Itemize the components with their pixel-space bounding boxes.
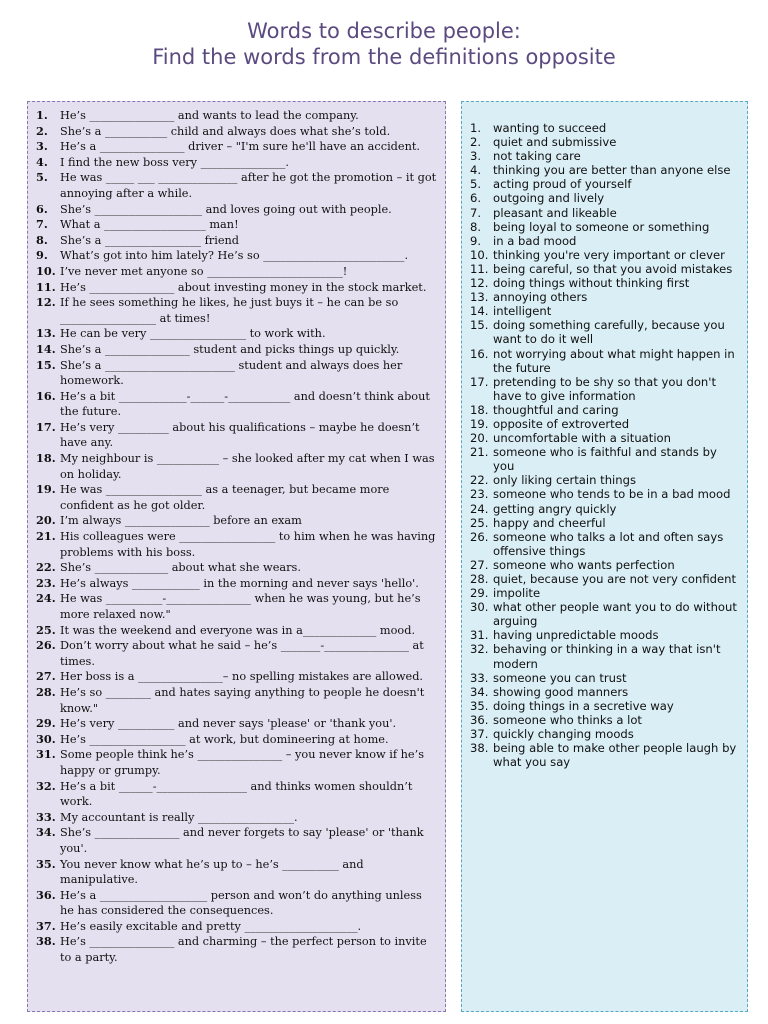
sentence-item-number: 22.: [36, 560, 56, 575]
sentence-item: [36, 623, 438, 639]
sentence-item: [36, 934, 438, 965]
sentence-item-number: 36.: [36, 887, 56, 902]
sentence-item: [36, 685, 438, 716]
definition-item-text: wanting to succeed: [493, 121, 607, 135]
definition-item-number: 35.: [470, 698, 489, 713]
definition-item: [470, 163, 738, 177]
definition-item: [470, 671, 738, 685]
sentence-item: [36, 202, 438, 218]
sentence-item-number: 26.: [36, 638, 56, 653]
definition-item-text: doing things in a secretive way: [493, 698, 674, 713]
sentence-item-number: 13.: [36, 326, 56, 341]
sentence-item: [36, 326, 438, 342]
definition-item: [470, 530, 738, 558]
definition-item: [470, 248, 738, 262]
definition-item-text: not taking care: [493, 149, 581, 164]
definition-item-text: pretending to be shy so that you don't have to give information: [493, 374, 717, 403]
definition-item-number: 1.: [470, 121, 482, 135]
definition-item-text: someone who wants perfection: [493, 557, 675, 572]
definition-item-number: 16.: [470, 346, 489, 361]
title-line-2: Find the words from the definitions opposite: [152, 45, 616, 69]
definition-item-number: 17.: [470, 374, 489, 389]
definition-item-text: quiet, because you are not very confident: [493, 572, 737, 586]
sentence-item-text: Her boss is a _______________– no spelling mistakes are allowed.: [60, 670, 424, 684]
sentence-item: [36, 747, 438, 778]
definition-item-text: being loyal to someone or something: [493, 219, 710, 234]
sentence-item: [36, 888, 438, 919]
definition-item-text: someone who thinks a lot: [493, 712, 642, 727]
definition-item-text: in a bad mood: [493, 233, 577, 248]
definition-item: [470, 347, 738, 375]
sentence-item-number: 34.: [36, 825, 56, 840]
sentence-item-number: 7.: [36, 217, 48, 232]
definition-item-number: 29.: [470, 586, 489, 601]
sentence-item-number: 10.: [36, 263, 56, 278]
sentence-item: [36, 779, 438, 810]
sentence-item-text: He’s a _______________ driver – "I'm sure he'll have an accident.: [60, 140, 420, 154]
definition-item-text: thinking you're very important or clever: [493, 247, 725, 262]
definition-item-text: having unpredictable moods: [493, 628, 659, 643]
sentence-item-number: 11.: [36, 279, 56, 294]
sentence-item-text: She’s a _________________ friend: [60, 233, 240, 247]
sentence-item: [36, 716, 438, 732]
sentence-item: [36, 420, 438, 451]
sentence-item-text: He’s a ___________________ person and won’t do anything unless he has considered the consequences.: [60, 888, 422, 918]
sentence-item-text: He was _____ ___ ______________ after he got the promotion – it got annoying after a while.: [60, 171, 437, 200]
sentence-item: [36, 124, 438, 140]
definition-item-text: impolite: [493, 586, 541, 601]
definition-item-number: 11.: [470, 261, 489, 276]
sentence-item-number: 4.: [36, 154, 48, 169]
definition-item: [470, 516, 738, 530]
definition-item-number: 8.: [470, 219, 482, 234]
sentences-list: [36, 108, 438, 966]
definition-item: [470, 220, 738, 234]
definition-item-number: 5.: [470, 177, 482, 192]
sentence-item: [36, 280, 438, 296]
definition-item: [470, 276, 738, 290]
definition-item: [470, 318, 738, 346]
definition-item: [470, 473, 738, 487]
sentence-item-text: I’m always _______________ before an exam: [60, 514, 302, 528]
sentence-item-number: 21.: [36, 529, 56, 544]
definition-item-number: 6.: [470, 191, 482, 206]
sentence-item-number: 30.: [36, 731, 56, 746]
definition-item: [470, 375, 738, 403]
sentence-item-number: 32.: [36, 778, 56, 793]
definition-item: [470, 403, 738, 417]
definition-item-number: 3.: [470, 149, 482, 164]
sentence-item-number: 9.: [36, 248, 48, 263]
definition-item-number: 37.: [470, 727, 489, 742]
sentence-item-text: He’s so ________ and hates saying anything to people he doesn't know.": [60, 685, 425, 715]
sentence-item-text: She’s _______________ and never forgets to say 'please' or 'thank you'.: [60, 826, 424, 855]
sentence-item-text: She’s ___________________ and loves going out with people.: [60, 202, 392, 216]
sentence-item-number: 5.: [36, 170, 48, 185]
sentence-item: [36, 170, 438, 201]
sentence-item-number: 25.: [36, 622, 56, 637]
sentence-item-text: I find the new boss very _______________.: [60, 155, 289, 169]
sentence-item-number: 8.: [36, 232, 48, 247]
definition-item: [470, 135, 738, 149]
sentence-item-text: What’s got into him lately? He’s so _________________________.: [60, 249, 409, 263]
sentence-item-number: 33.: [36, 809, 56, 824]
sentence-item-text: He was _________________ as a teenager, but became more confident as he got older.: [60, 483, 390, 512]
definition-item-number: 22.: [470, 473, 489, 488]
sentence-item-text: She’s a ___________ child and always does what she’s told.: [60, 124, 391, 138]
sentence-item-text: It was the weekend and everyone was in a_____________ mood.: [60, 623, 416, 637]
sentence-item: [36, 513, 438, 529]
definition-item-text: quiet and submissive: [493, 135, 617, 150]
sentence-item-number: 27.: [36, 669, 56, 684]
sentence-item: [36, 155, 438, 171]
definition-item: [470, 191, 738, 205]
definition-item-text: someone who is faithful and stands by you: [493, 445, 717, 474]
sentence-item-text: He’s easily excitable and pretty ____________________.: [60, 919, 362, 933]
definition-item: [470, 642, 738, 670]
definition-item: [470, 572, 738, 586]
definition-item-text: thoughtful and caring: [493, 402, 619, 417]
sentence-item-text: My neighbour is ___________ – she looked after my cat when I was on holiday.: [60, 452, 435, 481]
sentence-item-text: He’s always ____________ in the morning and never says 'hello'.: [60, 576, 419, 590]
sentence-item-number: 19.: [36, 482, 56, 497]
definition-item-number: 31.: [470, 628, 489, 643]
sentence-item-text: My accountant is really _________________.: [60, 810, 298, 824]
definition-item: [470, 431, 738, 445]
definition-item-text: showing good manners: [493, 684, 629, 699]
definition-item-number: 9.: [470, 233, 482, 248]
sentence-item-text: He’s very _________ about his qualifications – maybe he doesn’t have any.: [60, 420, 420, 450]
sentence-item-text: He’s a bit ______-________________ and thinks women shouldn’t work.: [60, 779, 413, 809]
definition-item: [470, 121, 738, 135]
title-line-1: Words to describe people:: [247, 19, 521, 43]
definition-item-text: outgoing and lively: [493, 191, 605, 206]
definition-item-number: 15.: [470, 318, 489, 333]
sentence-item-text: He can be very _________________ to work with.: [60, 327, 326, 341]
definition-item: [470, 586, 738, 600]
definition-item-text: not worrying about what might happen in the future: [493, 346, 735, 375]
definition-item: [470, 304, 738, 318]
definition-item-text: acting proud of yourself: [493, 177, 632, 192]
sentence-item-number: 15.: [36, 357, 56, 372]
sentence-item-number: 3.: [36, 139, 48, 154]
definition-item: [470, 290, 738, 304]
definition-item-text: opposite of extroverted: [493, 416, 630, 431]
definition-item-number: 14.: [470, 304, 489, 319]
definition-item: [470, 177, 738, 191]
sentence-item: [36, 576, 438, 592]
sentence-item-text: If he sees something he likes, he just buys it – he can be so _________________ at times!: [60, 296, 399, 325]
definition-item: [470, 713, 738, 727]
definition-item-text: being careful, so that you avoid mistakes: [493, 261, 733, 276]
definition-item-number: 2.: [470, 135, 482, 150]
definition-item-number: 24.: [470, 501, 489, 516]
definition-item-number: 13.: [470, 290, 489, 305]
sentence-item-text: She’s a _______________________ student and always does her homework.: [60, 358, 403, 388]
sentence-item-number: 23.: [36, 575, 56, 590]
definition-item: [470, 600, 738, 628]
sentence-item: [36, 732, 438, 748]
sentence-item: [36, 295, 438, 326]
definition-item-text: someone you can trust: [493, 670, 627, 685]
definition-item-text: what other people want you to do without arguing: [493, 600, 737, 629]
sentence-item-number: 20.: [36, 513, 56, 528]
sentence-item-text: His colleagues were _________________ to him when he was having problems with his boss.: [60, 530, 436, 559]
sentence-item: [36, 825, 438, 856]
definition-item: [470, 502, 738, 516]
definition-item-text: someone who tends to be in a bad mood: [493, 487, 731, 502]
sentence-item: [36, 342, 438, 358]
sentence-item: [36, 560, 438, 576]
sentence-item-text: He was __________-_______________ when he was young, but he’s more relaxed now.": [60, 592, 421, 621]
definition-item-number: 7.: [470, 205, 482, 220]
sentence-item: [36, 919, 438, 935]
sentence-item-text: He’s _______________ and wants to lead the company.: [60, 109, 359, 122]
sentence-item-number: 17.: [36, 419, 56, 434]
definition-item-number: 36.: [470, 712, 489, 727]
sentence-item-text: She’s _____________ about what she wears.: [60, 561, 301, 575]
sentence-item-text: He’s _______________ about investing money in the stock market.: [60, 280, 427, 294]
sentence-item: [36, 669, 438, 685]
definition-item-text: getting angry quickly: [493, 501, 617, 516]
sentence-item: [36, 451, 438, 482]
definition-item-number: 18.: [470, 402, 489, 417]
definition-item: [470, 741, 738, 769]
definition-item-number: 10.: [470, 247, 489, 262]
sentence-item: [36, 248, 438, 264]
definition-item-text: doing things without thinking first: [493, 276, 690, 291]
definition-item-number: 23.: [470, 487, 489, 502]
definition-item-text: behaving or thinking in a way that isn't modern: [493, 642, 721, 671]
definition-item: [470, 206, 738, 220]
sentence-item-text: He’s _________________ at work, but domineering at home.: [60, 732, 389, 746]
definition-item-number: 38.: [470, 741, 489, 756]
sentence-item: [36, 139, 438, 155]
sentence-item-number: 28.: [36, 684, 56, 699]
definition-item-number: 30.: [470, 600, 489, 615]
sentence-item-number: 35.: [36, 856, 56, 871]
definition-item-number: 20.: [470, 431, 489, 446]
definition-item: [470, 727, 738, 741]
sentence-item-number: 16.: [36, 388, 56, 403]
definition-item-text: uncomfortable with a situation: [493, 431, 671, 446]
definition-item-number: 28.: [470, 572, 489, 586]
sentence-item: [36, 217, 438, 233]
sentence-item: [36, 264, 438, 280]
sentence-item-number: 2.: [36, 123, 48, 138]
sentence-item-number: 12.: [36, 295, 56, 310]
definition-item: [470, 685, 738, 699]
sentence-item-number: 1.: [36, 108, 48, 122]
sentence-item: [36, 529, 438, 560]
definition-item-text: happy and cheerful: [493, 515, 606, 530]
sentence-item-number: 38.: [36, 934, 56, 949]
definition-item-text: pleasant and likeable: [493, 205, 617, 220]
sentence-item-text: I’ve never met anyone so ________________________!: [60, 264, 348, 278]
definition-item-number: 33.: [470, 670, 489, 685]
sentence-item-number: 24.: [36, 591, 56, 606]
sentence-item: [36, 389, 438, 420]
sentence-item-number: 14.: [36, 341, 56, 356]
definition-item-number: 27.: [470, 557, 489, 572]
sentence-item-text: She’s a _______________ student and picks things up quickly.: [60, 342, 400, 356]
definitions-list: [470, 121, 738, 769]
sentence-item-number: 6.: [36, 201, 48, 216]
sentence-item-text: You never know what he’s up to – he’s __________ and manipulative.: [60, 857, 364, 887]
sentence-item: [36, 482, 438, 513]
definition-item: [470, 262, 738, 276]
sentence-item: [36, 108, 438, 124]
definition-item-number: 4.: [470, 163, 482, 178]
sentence-item: [36, 638, 438, 669]
definition-item-number: 26.: [470, 529, 489, 544]
definition-item: [470, 558, 738, 572]
definition-item-text: being able to make other people laugh by what you say: [493, 741, 737, 770]
definition-item-text: only liking certain things: [493, 473, 637, 488]
definition-item-number: 25.: [470, 515, 489, 530]
definition-item: [470, 417, 738, 431]
definition-item: [470, 445, 738, 473]
definition-item: [470, 487, 738, 501]
definition-item-text: thinking you are better than anyone else: [493, 163, 731, 178]
sentence-item-number: 29.: [36, 716, 56, 731]
definition-item-number: 21.: [470, 445, 489, 460]
definition-item-number: 12.: [470, 276, 489, 291]
definition-item-text: doing something carefully, because you want to do it well: [493, 318, 725, 347]
sentence-item: [36, 810, 438, 826]
sentence-item-text: He’s very __________ and never says 'please' or 'thank you'.: [60, 717, 397, 731]
sentence-item: [36, 857, 438, 888]
definition-item: [470, 234, 738, 248]
definition-item: [470, 149, 738, 163]
definition-item-number: 34.: [470, 684, 489, 699]
page-title: [0, 18, 768, 70]
definition-item-text: intelligent: [493, 304, 552, 319]
sentence-item-number: 18.: [36, 451, 56, 466]
sentence-item: [36, 591, 438, 622]
sentence-item-number: 37.: [36, 918, 56, 933]
sentence-item: [36, 233, 438, 249]
sentence-item: [36, 358, 438, 389]
sentence-item-text: Don’t worry about what he said – he’s _______-_______________ at times.: [60, 639, 424, 668]
definition-item: [470, 699, 738, 713]
definition-item: [470, 628, 738, 642]
sentence-item-text: He’s _______________ and charming – the perfect person to invite to a party.: [60, 935, 427, 965]
sentence-item-text: What a __________________ man!: [60, 218, 239, 232]
sentence-item-text: Some people think he’s _______________ – you never know if he’s happy or grumpy.: [60, 748, 424, 777]
definition-item-text: annoying others: [493, 290, 588, 305]
definition-item-number: 19.: [470, 416, 489, 431]
sentence-item-number: 31.: [36, 747, 56, 762]
definition-item-text: someone who talks a lot and often says offensive things: [493, 529, 724, 558]
definition-item-text: quickly changing moods: [493, 727, 634, 742]
sentence-item-text: He’s a bit ____________-______-___________ and doesn’t think about the future.: [60, 389, 430, 419]
definition-item-number: 32.: [470, 642, 489, 657]
